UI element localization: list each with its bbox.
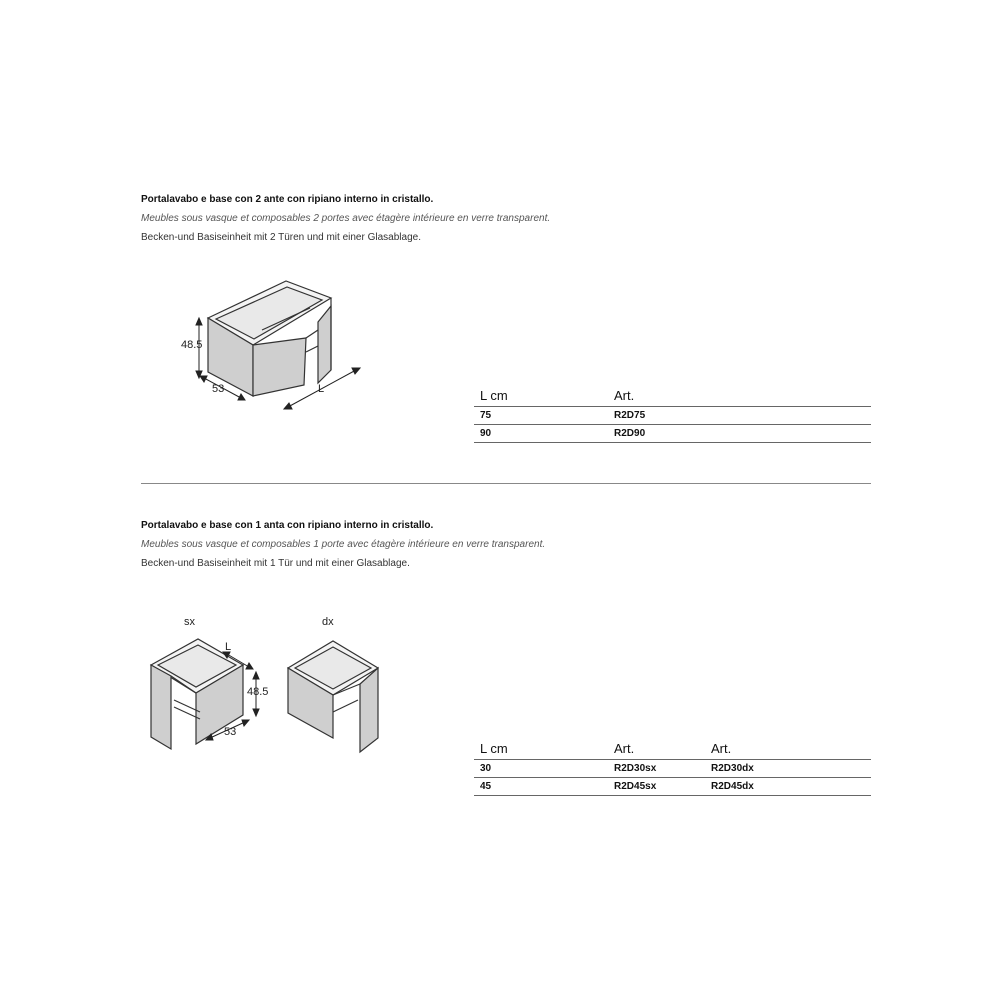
height-label: 48.5: [181, 339, 203, 351]
section1-title-fr: Meubles sous vasque et composables 2 portes avec étagère intérieure en verre transparent.: [141, 213, 551, 224]
header-art: Art.: [614, 388, 635, 403]
section1-title-it: Portalavabo e base con 2 ante con ripiano interno in cristallo.: [141, 194, 434, 205]
cell-art-sx: R2D45sx: [614, 781, 657, 792]
cell-length: 45: [480, 781, 492, 792]
section2-table: [474, 739, 871, 796]
height-label: 48.5: [247, 686, 269, 698]
table-header: [474, 739, 871, 760]
length-label: L: [225, 641, 232, 653]
variant-sx-label: sx: [184, 616, 195, 628]
cell-length: 30: [480, 763, 492, 774]
header-length: L cm: [480, 741, 508, 756]
cell-art-sx: R2D30sx: [614, 763, 657, 774]
section2-title-de: Becken-und Basiseinheit mit 1 Tür und mit einer Glasablage.: [141, 558, 410, 569]
header-length: L cm: [480, 388, 508, 403]
cell-art-dx: R2D45dx: [711, 781, 754, 792]
header-art-dx: Art.: [711, 741, 732, 756]
depth-label: 53: [224, 726, 237, 738]
cell-length: 75: [480, 410, 492, 421]
cell-art: R2D75: [614, 410, 646, 421]
length-label: L: [318, 383, 325, 395]
cell-art-dx: R2D30dx: [711, 763, 754, 774]
section2-title-fr: Meubles sous vasque et composables 1 porte avec étagère intérieure en verre transparent.: [141, 539, 546, 550]
section2-title-it: Portalavabo e base con 1 anta con ripiano interno in cristallo.: [141, 520, 434, 531]
table-row: [474, 778, 871, 796]
variant-dx-label: dx: [322, 616, 334, 628]
cell-art: R2D90: [614, 428, 646, 439]
table-row: [474, 760, 871, 778]
header-art-sx: Art.: [614, 741, 635, 756]
depth-label: 53: [212, 383, 225, 395]
section1-title-de: Becken-und Basiseinheit mit 2 Türen und mit einer Glasablage.: [141, 232, 421, 243]
cell-length: 90: [480, 428, 492, 439]
